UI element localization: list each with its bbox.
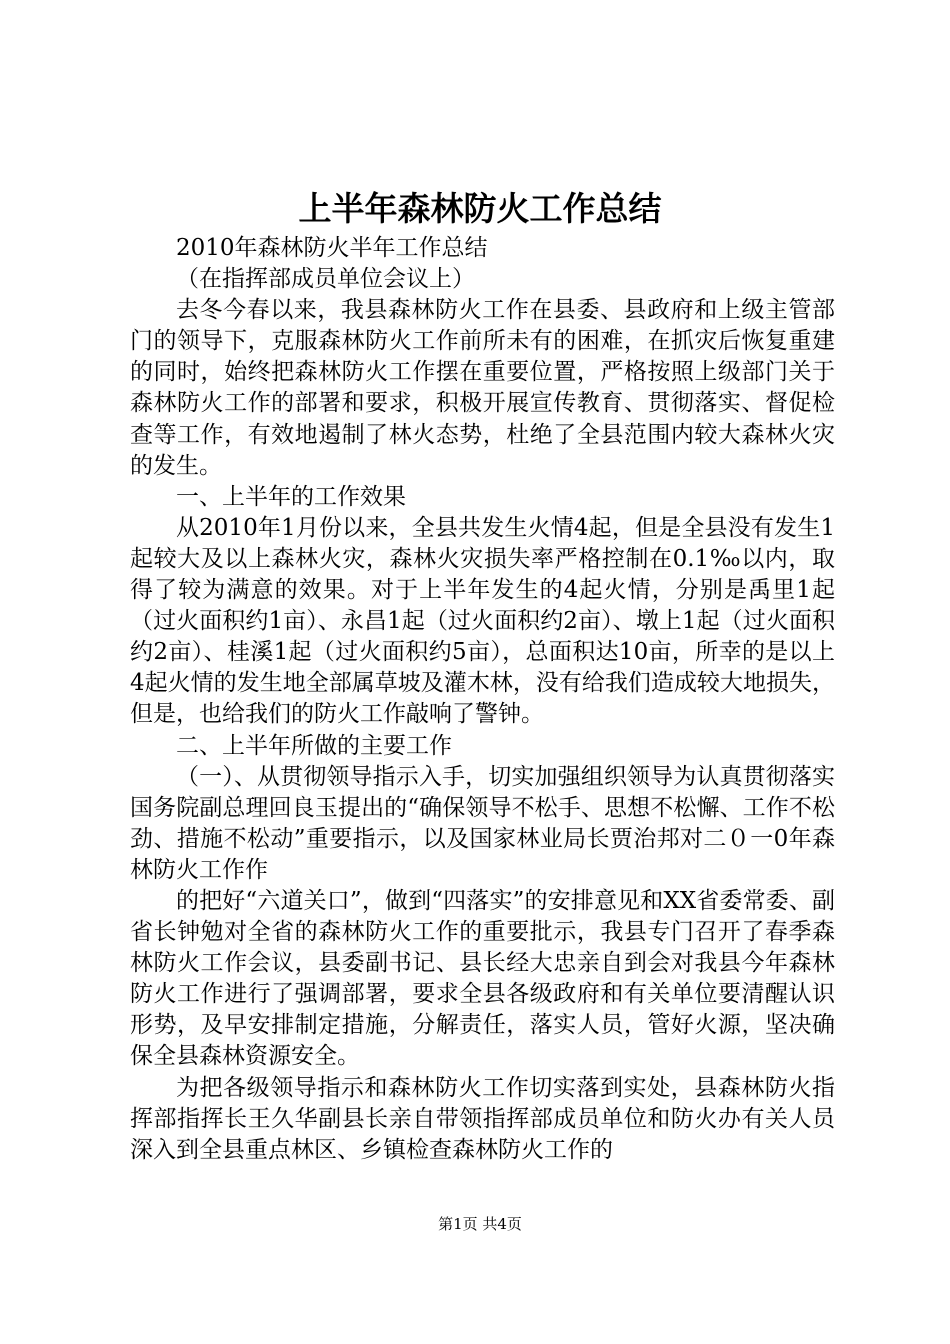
paragraph-leadership: （一）、从贯彻领导指示入手，切实加强组织领导为认真贯彻落实国务院副总理回良玉提出的“确保领导不松手、思想不松懈、工作不松劲、措施不松动”重要指示，以及国家林业局长贾治邦对二０一0年森林防火工作作 (130, 763, 835, 883)
subtitle-line: 2010年森林防火半年工作总结 (176, 235, 488, 261)
section-heading-main-work: 二、上半年所做的主要工作 (176, 732, 452, 759)
paragraph-results: 从2010年1月份以来，全县共发生火情4起，但是全县没有发生1起较大及以上森林火灾，森林火灾损失率严格控制在0.1‰以内，取得了较为满意的效果。对于上半年发生的4起火情，分别是禹里1起（过火面积约1亩）、永昌1起（过火面积约2亩）、墩上1起（过火面积约2亩）、桂溪1起（过火面积约5亩），总面积达10亩，所幸的是以上4起火情的发生地全部属草坡及灌木林，没有给我们造成较大地损失，但是，也给我们的防火工作敲响了警钟。 (130, 514, 835, 728)
paragraph-inspection: 为把各级领导指示和森林防火工作切实落到实处，县森林防火指挥部指挥长王久华副县长亲自带领指挥部成员单位和防火办有关人员深入到全县重点林区、乡镇检查森林防火工作的 (130, 1074, 835, 1163)
document-body (130, 233, 835, 1166)
section-heading-results: 一、上半年的工作效果 (176, 483, 406, 510)
document-title: 上半年森林防火工作总结 (298, 189, 662, 228)
meeting-note: （在指挥部成员单位会议上） (176, 266, 475, 293)
page-number-footer: 第1页 共4页 (438, 1215, 522, 1233)
paragraph-meeting: 的把好“六道关口”，做到“四落实”的安排意见和XX省委常委、副省长钟勉对全省的森林防火工作的重要批示，我县专门召开了春季森林防火工作会议，县委副书记、县长经大忠亲自到会对我县今年森林防火工作进行了强调部署，要求全县各级政府和有关单位要清醒认识形势，及早安排制定措施，分解责任，落实人员，管好火源，坚决确保全县森林资源安全。 (130, 887, 835, 1070)
paragraph-intro: 去冬今春以来，我县森林防火工作在县委、县政府和上级主管部门的领导下，克服森林防火工作前所未有的困难，在抓灾后恢复重建的同时，始终把森林防火工作摆在重要位置，严格按照上级部门关于森林防火工作的部署和要求，积极开展宣传教育、贯彻落实、督促检查等工作，有效地遏制了林火态势，杜绝了全县范围内较大森林火灾的发生。 (130, 297, 835, 479)
